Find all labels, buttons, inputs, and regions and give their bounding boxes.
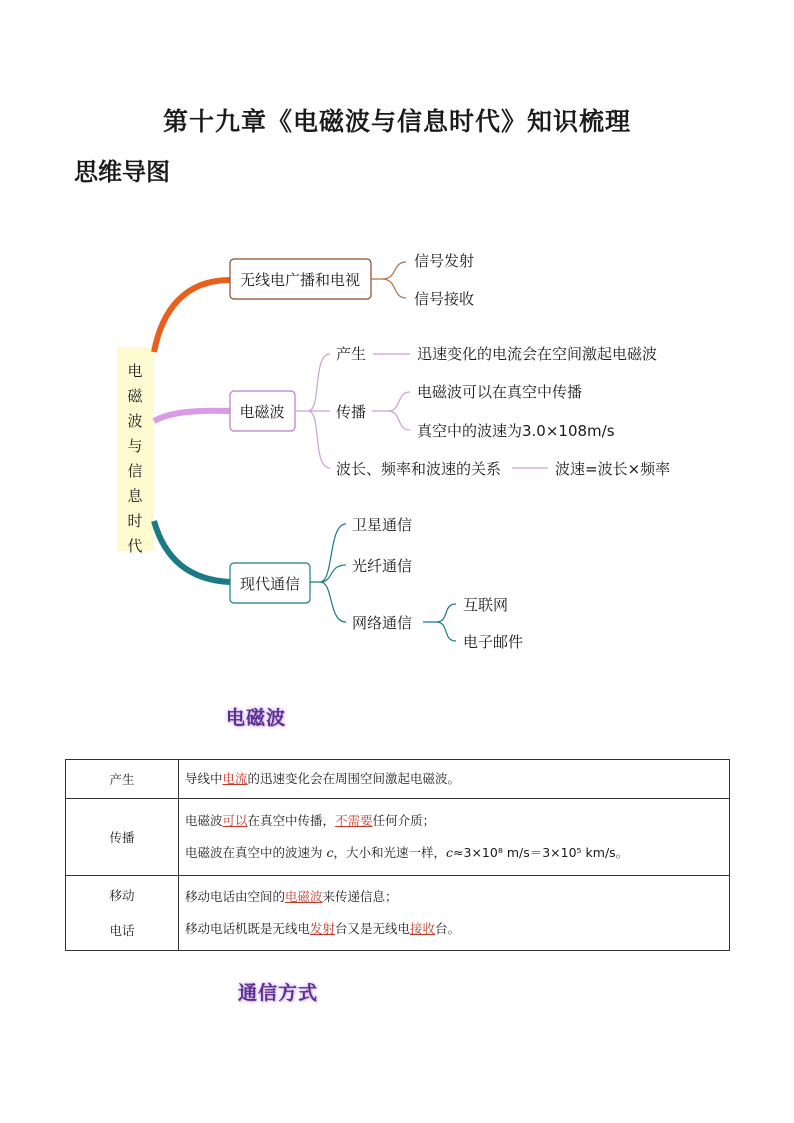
- svg-text:信: 信: [127, 462, 143, 480]
- table-row: [66, 876, 730, 951]
- branch3-network-child-1: 互联网: [463, 596, 509, 614]
- content-line: 导线中电流的迅速变化会在周围空间激起电磁波。: [185, 771, 461, 786]
- branch2-sub2-detail-2: 真空中的波速为3.0×108m/s: [417, 422, 615, 440]
- branch1-bracket: [371, 262, 406, 298]
- svg-text:电: 电: [127, 362, 143, 380]
- branch3-bracket: [310, 524, 346, 622]
- section-heading-communication-methods: 通信方式: [238, 982, 319, 1004]
- svg-text:时: 时: [127, 512, 143, 530]
- branch2-label: 电磁波: [239, 403, 285, 421]
- row-content: [179, 876, 730, 951]
- branch2-sub2-bracket: [372, 392, 410, 430]
- keyword: 不需要: [335, 813, 373, 828]
- branch2-sub3-label: 波长、频率和波速的关系: [336, 460, 502, 478]
- branch2-connector: [154, 411, 230, 421]
- branch1-connector: [154, 280, 230, 352]
- page-subtitle: 思维导图: [74, 157, 170, 186]
- table-row: [66, 799, 730, 876]
- keyword: 接收: [410, 921, 436, 936]
- svg-text:息: 息: [127, 487, 143, 505]
- svg-text:波: 波: [127, 412, 143, 430]
- content-line: 电磁波可以在真空中传播，不需要任何介质；: [185, 813, 436, 828]
- row-label: 传播: [66, 799, 179, 876]
- svg-text:与: 与: [127, 437, 143, 455]
- content-line: 移动电话机既是无线电发射台又是无线电接收台。: [185, 921, 461, 936]
- svg-text:磁: 磁: [127, 387, 143, 405]
- section-heading-electromagnetic-wave: 电磁波: [226, 707, 287, 729]
- branch1-child-2: 信号接收: [414, 290, 475, 308]
- row-content: [179, 760, 730, 799]
- table-row: [66, 760, 730, 799]
- branch2-sub1-detail: 迅速变化的电流会在空间激起电磁波: [417, 345, 658, 363]
- branch3-child-2: 光纤通信: [352, 557, 413, 575]
- branch2-sub1-label: 产生: [336, 345, 367, 363]
- branch3-network-bracket: [423, 604, 456, 641]
- branch2-sub3-detail: 波速=波长×频率: [555, 460, 671, 478]
- keyword: 电磁波: [285, 889, 323, 904]
- row-label: 产生: [66, 760, 179, 799]
- row-content: [179, 799, 730, 876]
- knowledge-table: [65, 759, 730, 951]
- branch1-child-1: 信号发射: [414, 252, 475, 270]
- branch3-label: 现代通信: [239, 575, 301, 593]
- row-label: 移动 电话: [66, 876, 179, 951]
- branch3-connector: [154, 521, 230, 582]
- branch3-child-3: 网络通信: [352, 614, 413, 632]
- branch2-sub2-label: 传播: [336, 403, 367, 421]
- content-line: 电磁波在真空中的波速为 c，大小和光速一样，c≈3×10⁸ m/s＝3×10⁵ km/s。: [185, 845, 629, 860]
- content-line: 移动电话由空间的电磁波来传递信息；: [185, 889, 398, 904]
- keyword: 发射: [310, 921, 336, 936]
- branch2-bracket: [295, 354, 330, 468]
- keyword: 可以: [222, 813, 248, 828]
- branch2-sub2-detail-1: 电磁波可以在真空中传播: [417, 383, 583, 401]
- keyword: 电流: [222, 771, 248, 786]
- branch1-label: 无线电广播和电视: [239, 271, 361, 289]
- branch3-child-1: 卫星通信: [352, 516, 413, 534]
- page-title: 第十九章《电磁波与信息时代》知识梳理: [162, 107, 631, 136]
- svg-text:代: 代: [127, 537, 143, 555]
- branch3-network-child-2: 电子邮件: [463, 633, 524, 651]
